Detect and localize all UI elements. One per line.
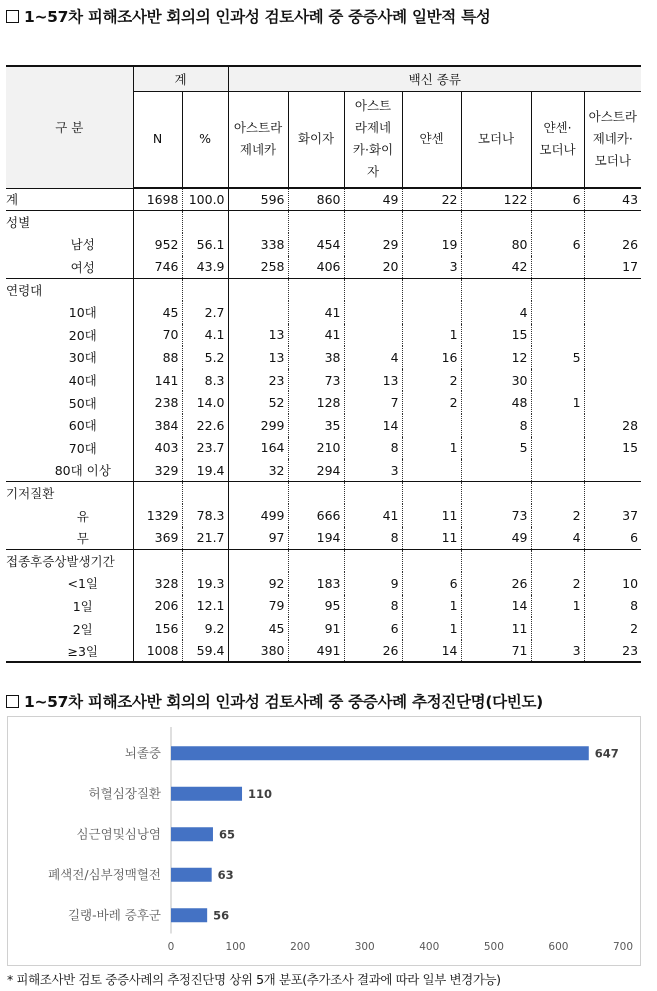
category-label: 심근염및심낭염 [76, 826, 161, 842]
col-pct-header: % [182, 91, 228, 188]
table-cell: 95 [288, 595, 344, 618]
table-cell [531, 459, 584, 482]
x-tick-label: 100 [225, 941, 246, 953]
table-cell: 3 [531, 640, 584, 663]
row-label: 60대 [6, 414, 133, 437]
table-cell: 9 [344, 572, 402, 595]
table-row [6, 391, 641, 414]
data-label: 647 [594, 746, 619, 761]
table-cell [288, 211, 344, 234]
table-cell: 238 [133, 391, 182, 414]
table-cell: 45 [228, 617, 288, 640]
table-cell: 19.4 [182, 459, 228, 482]
table-cell: 2 [531, 572, 584, 595]
table-cell: 666 [288, 504, 344, 527]
table-row [6, 550, 641, 573]
table-row [6, 617, 641, 640]
row-label: 여성 [6, 256, 133, 279]
table-cell: 210 [288, 437, 344, 460]
table-cell: 5 [531, 346, 584, 369]
table-cell: 41 [288, 324, 344, 347]
table-cell: 29 [344, 233, 402, 256]
table-cell [584, 211, 641, 234]
characteristics-table [6, 65, 641, 663]
category-label: 뇌졸중 [124, 745, 161, 761]
table-cell: 194 [288, 527, 344, 550]
table-cell [344, 211, 402, 234]
table-cell: 2 [402, 391, 461, 414]
table-cell: 22 [402, 188, 461, 211]
table-body [6, 188, 641, 662]
table-cell [584, 278, 641, 301]
table-cell: 596 [228, 188, 288, 211]
section2-title [6, 690, 543, 712]
table-cell [228, 278, 288, 301]
table-cell: 1 [402, 595, 461, 618]
row-label: 2일 [6, 617, 133, 640]
table-cell [402, 550, 461, 573]
row-label: 70대 [6, 437, 133, 460]
category-label: 길랭-바레 증후군 [67, 907, 161, 923]
table-cell: 11 [402, 527, 461, 550]
col-az-header: 아스트라 제네카 [228, 91, 288, 188]
table-cell [344, 278, 402, 301]
table-cell: 384 [133, 414, 182, 437]
row-label: 30대 [6, 346, 133, 369]
table-cell: 403 [133, 437, 182, 460]
category-label: 폐색전/심부정맥혈전 [48, 866, 161, 882]
table-cell: 952 [133, 233, 182, 256]
table-cell: 13 [228, 324, 288, 347]
table-cell: 21.7 [182, 527, 228, 550]
table-cell [584, 391, 641, 414]
x-tick-label: 700 [612, 941, 634, 953]
row-label: 20대 [6, 324, 133, 347]
table-row [6, 301, 641, 324]
table-cell [531, 550, 584, 573]
table-cell: 20 [344, 256, 402, 279]
table-cell: 338 [228, 233, 288, 256]
table-cell [182, 278, 228, 301]
table-cell [584, 324, 641, 347]
row-label: <1일 [6, 572, 133, 595]
table-cell: 23 [228, 369, 288, 392]
table-cell: 128 [288, 391, 344, 414]
gubun-header: 구 분 [6, 66, 133, 188]
row-label: 기저질환 [6, 482, 133, 505]
table-cell: 1 [402, 437, 461, 460]
table-cell [461, 459, 531, 482]
table-cell: 156 [133, 617, 182, 640]
table-cell [584, 459, 641, 482]
table-cell: 4.1 [182, 324, 228, 347]
bar [171, 827, 213, 841]
table-cell [228, 482, 288, 505]
table-cell: 206 [133, 595, 182, 618]
table-cell: 1008 [133, 640, 182, 663]
table-cell [228, 550, 288, 573]
table-cell: 73 [461, 504, 531, 527]
table-cell: 43.9 [182, 256, 228, 279]
x-tick-label: 300 [354, 941, 375, 953]
table-cell: 23.7 [182, 437, 228, 460]
table-cell: 80 [461, 233, 531, 256]
table-cell: 8 [344, 437, 402, 460]
row-label: 접종후증상발생기간 [6, 550, 133, 573]
table-cell: 28 [622, 417, 639, 433]
table-cell [584, 346, 641, 369]
table-cell [584, 301, 641, 324]
table-row [6, 482, 641, 505]
table-cell: 11 [461, 617, 531, 640]
table-cell [531, 437, 584, 460]
table-cell [461, 278, 531, 301]
table-cell: 299 [228, 414, 288, 437]
table-cell: 73 [288, 369, 344, 392]
diagnosis-bar-chart [7, 716, 641, 966]
table-cell: 26 [344, 640, 402, 663]
table-cell: 6 [584, 527, 641, 550]
table-cell: 5 [461, 437, 531, 460]
table-cell: 16 [402, 346, 461, 369]
table-row [6, 211, 641, 234]
table-cell [531, 324, 584, 347]
table-cell: 6 [402, 572, 461, 595]
table-cell: 48 [461, 391, 531, 414]
table-cell: 52 [228, 391, 288, 414]
table-cell: 7 [344, 391, 402, 414]
table-row [6, 437, 641, 460]
table-cell: 71 [461, 640, 531, 663]
checkbox-square-icon [6, 10, 19, 23]
table-cell: 15 [622, 440, 639, 456]
table-cell [402, 211, 461, 234]
table-cell: 2 [402, 369, 461, 392]
table-cell: 499 [228, 504, 288, 527]
table-cell [133, 278, 182, 301]
table-cell: 11 [402, 504, 461, 527]
table-cell: 8 [344, 595, 402, 618]
table-cell [584, 482, 641, 505]
table-cell: 14 [402, 640, 461, 663]
table-cell: 2 [531, 504, 584, 527]
table-cell: 406 [288, 256, 344, 279]
table-row [6, 595, 641, 618]
table-row [6, 459, 641, 482]
col-janssen-moderna-header: 얀센· 모더나 [531, 91, 584, 188]
table-cell: 746 [133, 256, 182, 279]
table-cell [182, 211, 228, 234]
table-cell: 3 [344, 459, 402, 482]
table-cell: 12 [461, 346, 531, 369]
table-cell: 88 [133, 346, 182, 369]
table-cell: 6 [344, 617, 402, 640]
table-cell [344, 550, 402, 573]
x-tick-label: 200 [290, 941, 311, 953]
table-cell [402, 414, 461, 437]
data-label: 56 [213, 908, 230, 923]
col-az-moderna-header: 아스트라 제네카· 모더나 [584, 91, 641, 188]
table-cell: 8 [461, 414, 531, 437]
table-cell [133, 550, 182, 573]
table-cell [288, 550, 344, 573]
table-cell: 37 [622, 508, 639, 524]
row-label: 40대 [6, 369, 133, 392]
table-cell [461, 550, 531, 573]
table-cell: 42 [461, 256, 531, 279]
table-cell [133, 482, 182, 505]
table-cell: 12.1 [182, 595, 228, 618]
table-cell [584, 550, 641, 573]
table-row [6, 414, 641, 437]
table-cell: 1698 [133, 188, 182, 211]
bar [171, 746, 589, 760]
table-row [6, 346, 641, 369]
row-label: 1일 [6, 595, 133, 618]
table-cell: 6 [531, 188, 584, 211]
row-label: ≥3일 [6, 640, 133, 663]
table-cell: 13 [344, 369, 402, 392]
bar [171, 908, 207, 922]
row-label: 남성 [6, 233, 133, 256]
table-cell [531, 617, 584, 640]
table-cell: 70 [133, 324, 182, 347]
table-cell: 32 [228, 459, 288, 482]
table-row [6, 527, 641, 550]
table-cell [288, 482, 344, 505]
table-cell [531, 482, 584, 505]
table-cell: 1 [531, 595, 584, 618]
table-cell: 860 [288, 188, 344, 211]
table-cell: 183 [288, 572, 344, 595]
table-row [6, 233, 641, 256]
table-cell: 56.1 [182, 233, 228, 256]
table-cell: 14 [461, 595, 531, 618]
table-cell: 1329 [133, 504, 182, 527]
table-cell: 41 [344, 504, 402, 527]
chart-svg [8, 717, 642, 967]
table-cell: 294 [288, 459, 344, 482]
table-cell [344, 324, 402, 347]
table-cell: 26 [622, 236, 639, 252]
data-label: 63 [217, 867, 234, 882]
table-cell [344, 301, 402, 324]
table-cell: 19.3 [182, 572, 228, 595]
table-cell: 380 [228, 640, 288, 663]
table-cell: 5.2 [182, 346, 228, 369]
table-cell: 13 [228, 346, 288, 369]
table-cell: 100.0 [182, 188, 228, 211]
table-cell: 22.6 [182, 414, 228, 437]
table-cell [402, 482, 461, 505]
table-cell: 1 [402, 617, 461, 640]
table-cell [182, 550, 228, 573]
table-cell: 43 [622, 192, 639, 208]
table-cell: 1 [402, 324, 461, 347]
table-cell [228, 211, 288, 234]
table-row [6, 504, 641, 527]
footnote: * 피해조사반 검토 중증사례의 추정진단명 상위 5개 분포(추가조사 결과에 따라 일부 변경가능) [7, 972, 501, 987]
table-cell: 491 [288, 640, 344, 663]
table-cell: 4 [531, 527, 584, 550]
table-cell: 454 [288, 233, 344, 256]
bar [171, 787, 242, 801]
table-cell: 78.3 [182, 504, 228, 527]
table-cell: 91 [288, 617, 344, 640]
table-cell [531, 414, 584, 437]
table-cell: 3 [402, 256, 461, 279]
table-cell: 49 [344, 188, 402, 211]
data-label: 110 [248, 786, 273, 801]
vaccine-group-header: 백신 종류 [228, 66, 641, 91]
table-cell [133, 211, 182, 234]
table-cell: 2 [630, 621, 639, 637]
row-label: 계 [6, 188, 133, 211]
table-cell: 329 [133, 459, 182, 482]
row-label: 80대 이상 [6, 459, 133, 482]
table-row [6, 278, 641, 301]
table-cell: 92 [228, 572, 288, 595]
table-cell: 6 [531, 233, 584, 256]
category-label: 허혈심장질환 [88, 785, 161, 801]
table-cell: 79 [228, 595, 288, 618]
table-cell: 10 [622, 575, 639, 591]
table-cell: 4 [344, 346, 402, 369]
table-cell: 14 [344, 414, 402, 437]
bar [171, 868, 212, 882]
table-cell [402, 459, 461, 482]
row-label: 10대 [6, 301, 133, 324]
col-moderna-header: 모더나 [461, 91, 531, 188]
table-cell: 1 [531, 391, 584, 414]
table-cell: 15 [461, 324, 531, 347]
table-cell: 17 [622, 259, 639, 275]
table-cell: 19 [402, 233, 461, 256]
table-cell [288, 278, 344, 301]
table-cell: 9.2 [182, 617, 228, 640]
table-cell: 97 [228, 527, 288, 550]
total-group-header: 계 [133, 66, 228, 91]
section1-title [6, 5, 490, 27]
table-cell: 8 [344, 527, 402, 550]
table-cell [531, 256, 584, 279]
table-cell: 23 [584, 640, 641, 663]
table-cell: 258 [228, 256, 288, 279]
table-cell [228, 301, 288, 324]
table-cell: 328 [133, 572, 182, 595]
table-cell: 49 [461, 527, 531, 550]
table-cell: 14.0 [182, 391, 228, 414]
table-cell: 45 [133, 301, 182, 324]
table-row [6, 256, 641, 279]
table-cell: 369 [133, 527, 182, 550]
table-cell [584, 369, 641, 392]
table-cell: 8 [630, 598, 639, 614]
row-label: 무 [6, 527, 133, 550]
table-cell: 141 [133, 369, 182, 392]
table-cell [531, 278, 584, 301]
row-label: 성별 [6, 211, 133, 234]
table-cell: 59.4 [182, 640, 228, 663]
table-cell: 41 [288, 301, 344, 324]
table-cell [402, 278, 461, 301]
col-pfizer-header: 화이자 [288, 91, 344, 188]
x-tick-label: 500 [483, 941, 504, 953]
table-row [6, 369, 641, 392]
table-cell [461, 482, 531, 505]
table-row [6, 572, 641, 595]
table-cell: 38 [288, 346, 344, 369]
table-cell: 2.7 [182, 301, 228, 324]
table-row [6, 188, 641, 211]
x-tick-label: 0 [167, 941, 175, 953]
table-cell [402, 301, 461, 324]
table-cell [344, 482, 402, 505]
data-label: 65 [218, 827, 235, 842]
table-cell: 122 [461, 188, 531, 211]
table-cell: 30 [461, 369, 531, 392]
col-janssen-header: 얀센 [402, 91, 461, 188]
table-cell: 4 [461, 301, 531, 324]
table-row [6, 324, 641, 347]
section1-title-text: 1~57차 피해조사반 회의의 인과성 검토사례 중 중증사례 일반적 특성 [24, 8, 491, 26]
table-cell [531, 369, 584, 392]
table-cell [461, 211, 531, 234]
x-tick-label: 400 [419, 941, 440, 953]
col-n-header: N [133, 91, 182, 188]
table-cell: 164 [228, 437, 288, 460]
row-label: 연령대 [6, 278, 133, 301]
checkbox-square-icon [6, 695, 19, 708]
x-tick-label: 600 [548, 941, 569, 953]
section2-title-text: 1~57차 피해조사반 회의의 인과성 검토사례 중 중증사례 추정진단명(다빈도) [24, 693, 543, 711]
table-cell: 8.3 [182, 369, 228, 392]
table-cell [531, 211, 584, 234]
table-cell: 35 [288, 414, 344, 437]
row-label: 유 [6, 504, 133, 527]
col-az-pfizer-header: 아스트 라제네 카·화이 자 [344, 91, 402, 188]
table-cell: 26 [461, 572, 531, 595]
table-cell [531, 301, 584, 324]
table-cell [182, 482, 228, 505]
row-label: 50대 [6, 391, 133, 414]
table-row [6, 640, 641, 663]
